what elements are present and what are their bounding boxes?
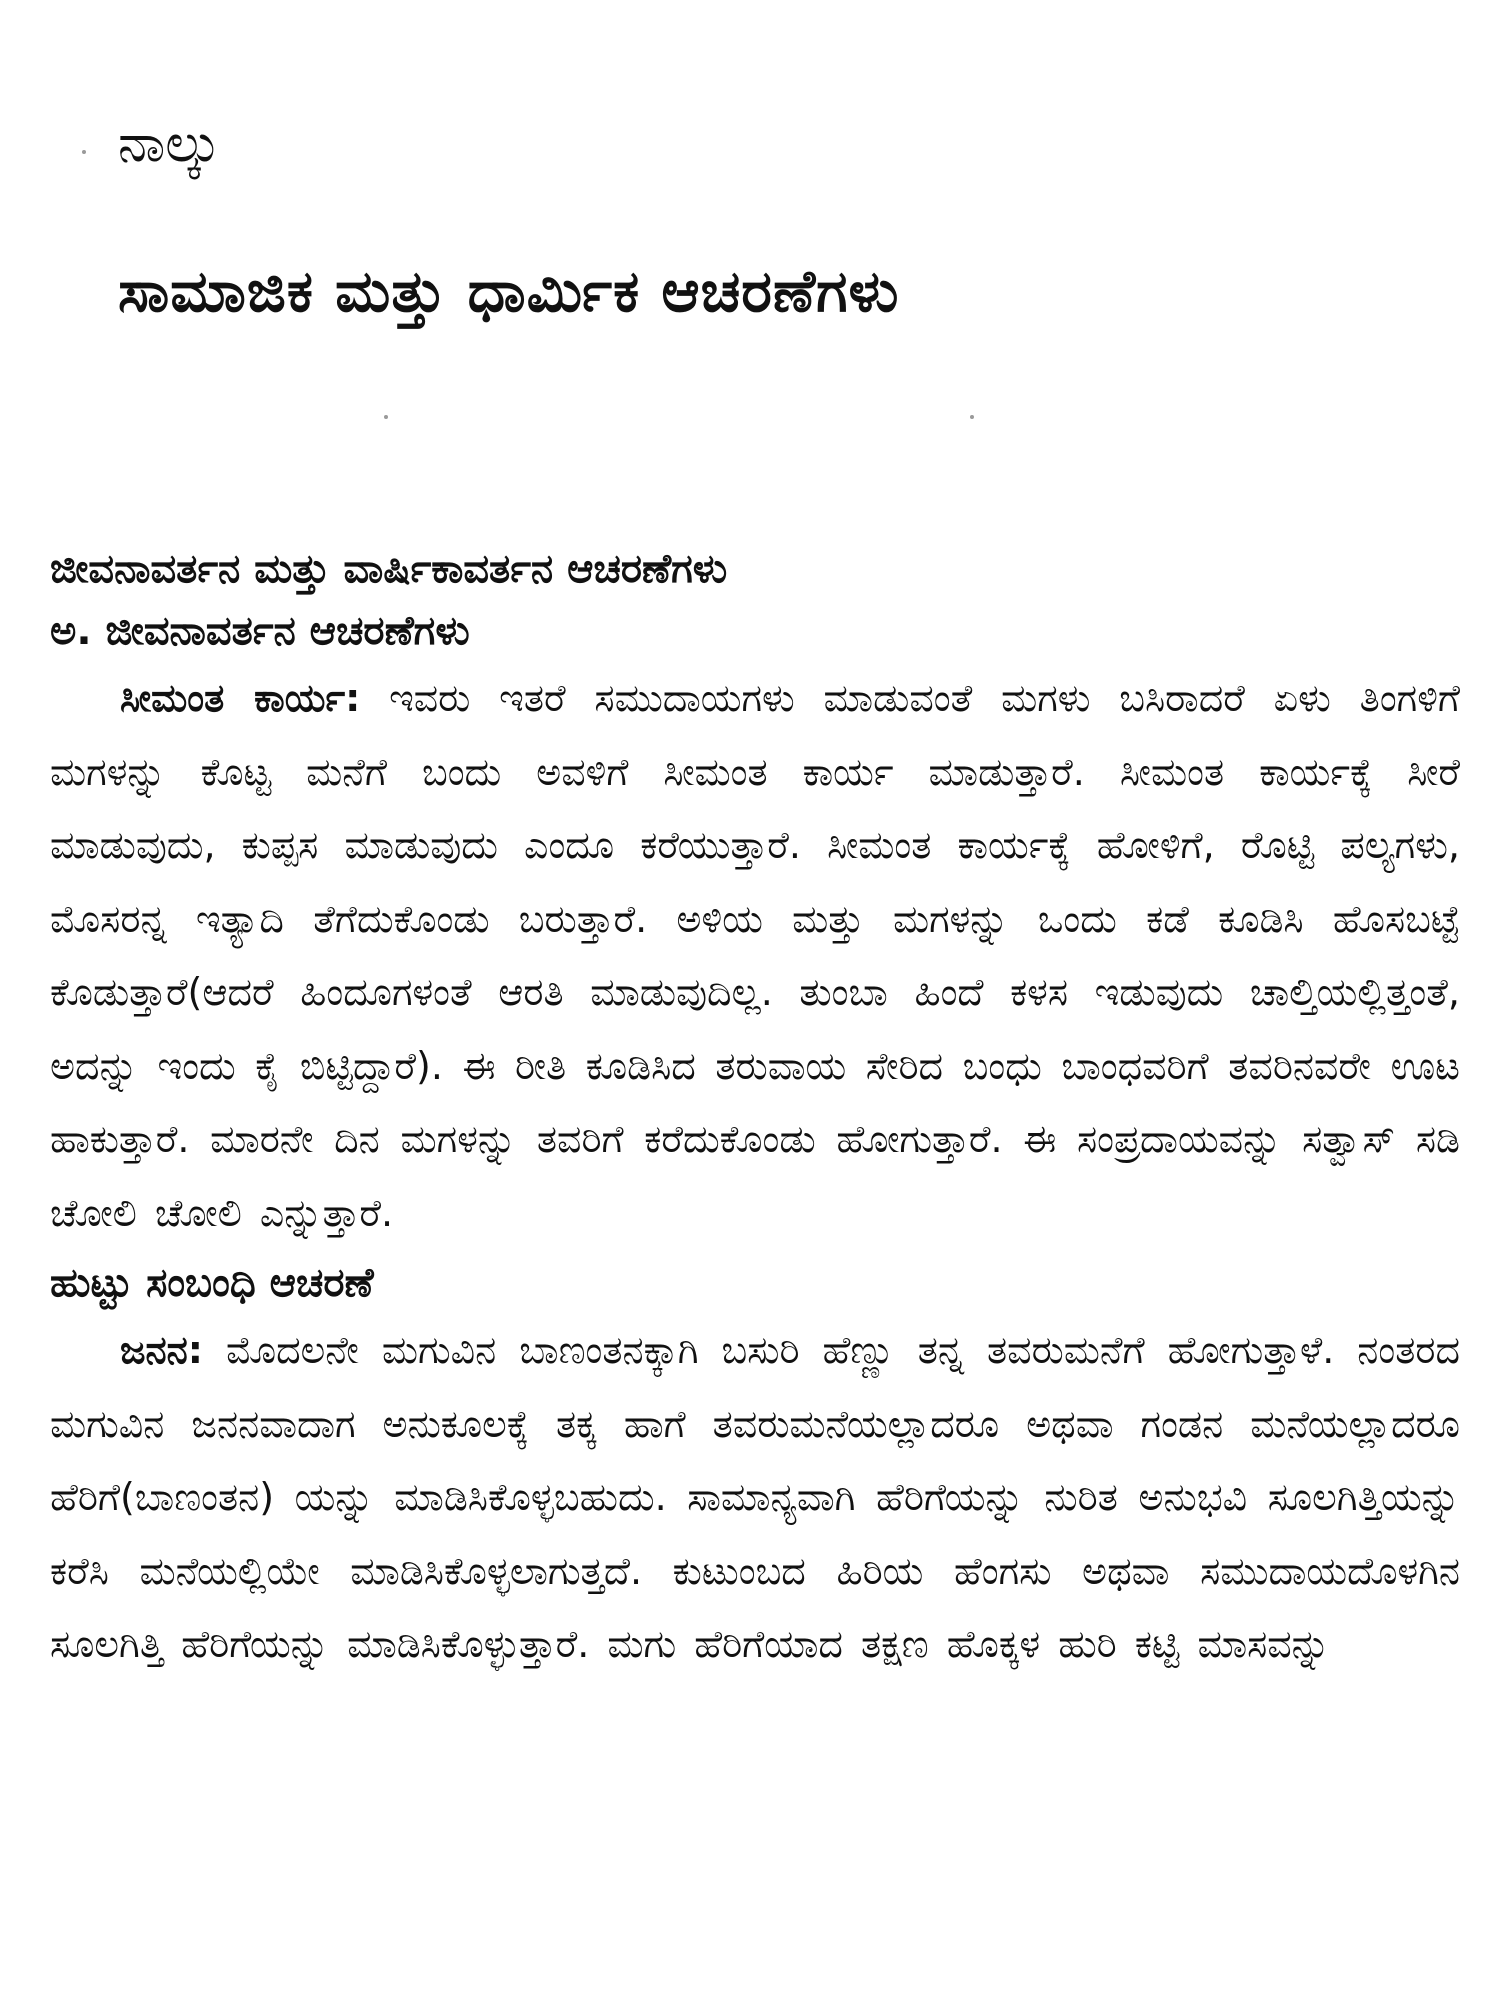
section-heading: ಹುಟ್ಟು ಸಂಬಂಧಿ ಆಚರಣೆ — [50, 1260, 374, 1306]
paragraph-text: ಇವರು ಇತರೆ ಸಮುದಾಯಗಳು ಮಾಡುವಂತೆ ಮಗಳು ಬಸಿರಾದರೆ ಏಳು ತಿಂಗಳಿಗೆ ಮಗಳನ್ನು ಕೊಟ್ಟ ಮನೆಗೆ ಬಂದು ಅವಳಿಗೆ ಸೀಮಂತ ಕಾರ್ಯ ಮಾಡುತ್ತಾರೆ. ಸೀಮಂತ ಕಾರ್ಯಕ್ಕೆ ಸೀರೆ ಮಾಡುವುದು, ಕುಪ್ಪಸ ಮಾಡುವುದು ಎಂದೂ ಕರೆಯುತ್ತಾರೆ. ಸೀಮಂತ ಕಾರ್ಯಕ್ಕೆ ಹೋಳಿಗೆ, ರೊಟ್ಟಿ ಪಲ್ಯಗಳು, ಮೊಸರನ್ನ ಇತ್ಯಾದಿ ತೆಗೆದುಕೊಂಡು ಬರುತ್ತಾರೆ. ಅಳಿಯ ಮತ್ತು ಮಗಳನ್ನು ಒಂದು ಕಡೆ ಕೂಡಿಸಿ ಹೊಸಬಟ್ಟೆ ಕೊಡುತ್ತಾರೆ(ಆದರೆ ಹಿಂದೂಗಳಂತೆ ಆರತಿ ಮಾಡುವುದಿಲ್ಲ. ತುಂಬಾ ಹಿಂದೆ ಕಳಸ ಇಡುವುದು ಚಾಲ್ತಿಯಲ್ಲಿತ್ತಂತೆ, ಅದನ್ನು ಇಂದು ಕೈ ಬಿಟ್ಟಿದ್ದಾರೆ). ಈ ರೀತಿ ಕೂಡಿಸಿದ ತರುವಾಯ ಸೇರಿದ ಬಂಧು ಬಾಂಧವರಿಗೆ ತವರಿನವರೇ ಊಟ ಹಾಕುತ್ತಾರೆ. ಮಾರನೇ ದಿನ ಮಗಳನ್ನು ತವರಿಗೆ ಕರೆದುಕೊಂಡು ಹೋಗುತ್ತಾರೆ. ಈ ಸಂಪ್ರದಾಯವನ್ನು ಸತ್ವಾಸ್ ಸಡಿ ಚೋಲಿ ಚೋಲಿ ಎನ್ನುತ್ತಾರೆ. — [50, 676, 1461, 1235]
paragraph-janana — [50, 1314, 1460, 1682]
page-body — [50, 538, 1460, 1682]
paragraph-seemantha — [50, 662, 1460, 1250]
subsection-heading: ಅ. ಜೀವನಾವರ್ತನ ಆಚರಣೆಗಳು — [50, 608, 470, 654]
paragraph-lead-term: ಸೀಮಂತ ಕಾರ್ಯ: — [120, 676, 361, 720]
scan-speck — [970, 415, 974, 419]
section-heading: ಜೀವನಾವರ್ತನ ಮತ್ತು ವಾರ್ಷಿಕಾವರ್ತನ ಆಚರಣೆಗಳು — [50, 546, 728, 592]
paragraph-text: ಮೊದಲನೇ ಮಗುವಿನ ಬಾಣಂತನಕ್ಕಾಗಿ ಬಸುರಿ ಹೆಣ್ಣು ತನ್ನ ತವರುಮನೆಗೆ ಹೋಗುತ್ತಾಳೆ. ನಂತರದ ಮಗುವಿನ ಜನನವಾದಾಗ ಅನುಕೂಲಕ್ಕೆ ತಕ್ಕ ಹಾಗೆ ತವರುಮನೆಯಲ್ಲಾದರೂ ಅಥವಾ ಗಂಡನ ಮನೆಯಲ್ಲಾದರೂ ಹೆರಿಗೆ(ಬಾಣಂತನ) ಯನ್ನು ಮಾಡಿಸಿಕೊಳ್ಳಬಹುದು. ಸಾಮಾನ್ಯವಾಗಿ ಹೆರಿಗೆಯನ್ನು ನುರಿತ ಅನುಭವಿ ಸೂಲಗಿತ್ತಿಯನ್ನು ಕರೆಸಿ ಮನೆಯಲ್ಲಿಯೇ ಮಾಡಿಸಿಕೊಳ್ಳಲಾಗುತ್ತದೆ. ಕುಟುಂಬದ ಹಿರಿಯ ಹೆಂಗಸು ಅಥವಾ ಸಮುದಾಯದೊಳಗಿನ ಸೂಲಗಿತ್ತಿ ಹೆರಿಗೆಯನ್ನು ಮಾಡಿಸಿಕೊಳ್ಳುತ್ತಾರೆ. ಮಗು ಹೆರಿಗೆಯಾದ ತಕ್ಷಣ ಹೊಕ್ಕಳ ಹುರಿ ಕಟ್ಟಿ ಮಾಸವನ್ನು — [50, 1328, 1460, 1666]
chapter-number: ನಾಲ್ಕು — [118, 114, 221, 174]
scan-speck — [82, 150, 86, 154]
scan-speck — [384, 415, 388, 419]
chapter-title: ಸಾಮಾಜಿಕ ಮತ್ತು ಧಾರ್ಮಿಕ ಆಚರಣೆಗಳು — [118, 257, 900, 325]
paragraph-lead-term: ಜನನ: — [120, 1328, 203, 1372]
